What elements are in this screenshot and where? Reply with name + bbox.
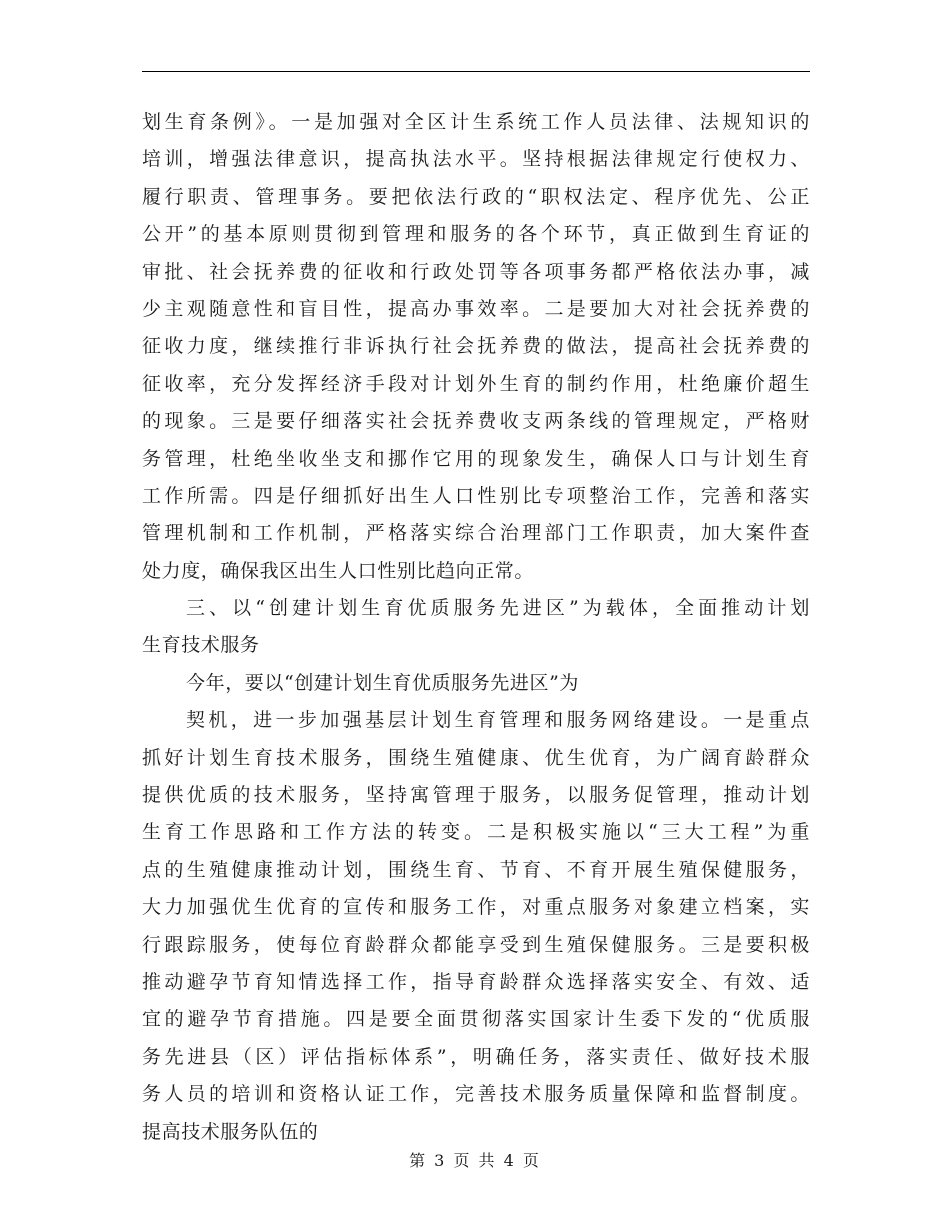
text-line: 公开”的基本原则贯彻到管理和服务的各个环节，真正做到生育证的 xyxy=(142,223,810,246)
text-line: 大力加强优生优育的宣传和服务工作，对重点服务对象建立档案，实 xyxy=(142,896,810,919)
text-line: 推动避孕节育知情选择工作，指导育龄群众选择落实安全、有效、适 xyxy=(142,970,810,993)
text-line: 管理机制和工作机制，严格落实综合治理部门工作职责，加大案件查 xyxy=(142,522,810,545)
section-heading: 三、以“创建计划生育优质服务先进区”为载体，全面推动计划 xyxy=(186,597,810,620)
text-line: 务先进县（区）评估指标体系”，明确任务，落实责任、做好技术服 xyxy=(142,1045,810,1068)
text-line: 的现象。三是要仔细落实社会抚养费收支两条线的管理规定，严格财 xyxy=(142,410,810,433)
text-line: 抓好计划生育技术服务，围绕生殖健康、优生优育，为广阔育龄群众 xyxy=(142,746,810,769)
text-line: 提高技术服务队伍的 xyxy=(142,1120,319,1143)
text-line: 征收力度，继续推行非诉执行社会抚养费的做法，提高社会抚养费的 xyxy=(142,335,810,358)
text-line: 今年，要以“创建计划生育优质服务先进区”为 xyxy=(186,671,580,694)
text-line: 划生育条例》。一是加强对全区计生系统工作人员法律、法规知识的 xyxy=(142,111,810,133)
text-line: 务人员的培训和资格认证工作，完善技术服务质量保障和监督制度。 xyxy=(142,1083,810,1106)
text-line: 履行职责、管理事务。要把依法行政的“职权法定、程序优先、公正 xyxy=(142,185,810,208)
text-line: 行跟踪服务，使每位育龄群众都能享受到生殖保健服务。三是要积极 xyxy=(142,933,810,956)
text-line: 处力度，确保我区出生人口性别比趋向正常。 xyxy=(142,559,535,582)
text-line: 培训，增强法律意识，提高执法水平。坚持根据法律规定行使权力、 xyxy=(142,148,810,171)
text-line: 提供优质的技术服务，坚持寓管理于服务，以服务促管理，推动计划 xyxy=(142,784,810,807)
document-body xyxy=(142,104,810,1151)
text-line: 少主观随意性和盲目性，提高办事效率。二是要加大对社会抚养费的 xyxy=(142,297,810,320)
text-line: 宜的避孕节育措施。四是要全面贯彻落实国家计生委下发的“优质服 xyxy=(142,1008,810,1031)
text-line: 点的生殖健康推动计划，围绕生育、节育、不育开展生殖保健服务， xyxy=(142,858,810,881)
text-line: 务管理，杜绝坐收坐支和挪作它用的现象发生，确保人口与计划生育 xyxy=(142,447,810,470)
text-line: 契机，进一步加强基层计划生育管理和服务网络建设。一是重点 xyxy=(186,709,810,732)
text-line: 生育工作思路和工作方法的转变。二是积极实施以“三大工程”为重 xyxy=(142,821,810,844)
text-line: 征收率，充分发挥经济手段对计划外生育的制约作用，杜绝廉价超生 xyxy=(142,372,810,395)
header-rule xyxy=(142,71,810,72)
text-line: 工作所需。四是仔细抓好出生人口性别比专项整治工作，完善和落实 xyxy=(142,484,810,507)
section-heading-continued: 生育技术服务 xyxy=(142,634,260,657)
text-line: 审批、社会抚养费的征收和行政处罚等各项事务都严格依法办事，减 xyxy=(142,260,810,283)
page-number: 第 3 页 共 4 页 xyxy=(409,1151,541,1170)
